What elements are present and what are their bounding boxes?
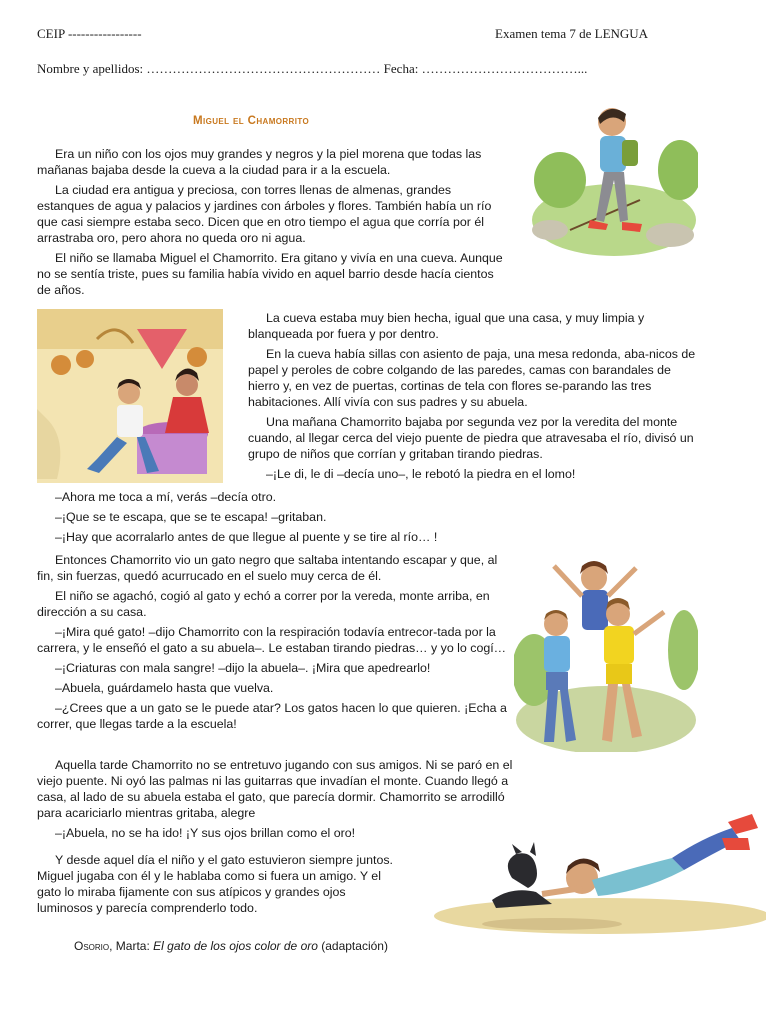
date-label: Fecha <box>383 61 415 76</box>
paragraph: –¡Que se te escapa, que se te escapa! –gritaban. <box>55 510 327 524</box>
children-playing-illustration <box>514 530 698 752</box>
paragraph: Era un niño con los ojos muy grandes y negros y la piel morena que todas las mañanas bajaba desde la cueva a la ciudad para ir a la escuela. <box>37 147 482 177</box>
boy-walking-illustration <box>530 100 698 258</box>
story-block-2 <box>248 310 705 482</box>
story-block-6 <box>37 852 403 916</box>
paragraph: –Abuela, guárdamelo hasta que vuelva. <box>55 681 274 695</box>
citation-author: Osorio <box>74 939 110 953</box>
paragraph: La cueva estaba muy bien hecha, igual que una casa, y muy limpia y blanqueada por fuera y por dentro. <box>248 311 645 341</box>
paragraph: Y desde aquel día el niño y el gato estuvieron siempre juntos. Miguel jugaba con él y le hablaba como si fuera un amigo. Y el gato lo miraba fijamente con sus atípicos y grandes ojos luminosos y parecía comprenderlo todo. <box>37 853 393 915</box>
date-field[interactable]: : ………………………………... <box>414 61 588 76</box>
cave-family-illustration <box>37 309 223 483</box>
school-label: CEIP ----------------- <box>37 26 142 41</box>
paragraph: –¡Mira qué gato! –dijo Chamorrito con la respiración todavía entrecor-tada por la carrera, y le enseñó el gato a su abuela–. Le estaban tirando piedras… y yo lo cogí… <box>37 625 507 655</box>
paragraph: Aquella tarde Chamorrito no se entretuvo jugando con sus amigos. Ni se paró en el viejo puente. Ni oyó las palmas ni las guitarras que invadían el monte. Cuando llegó a casa, al lado de su abuela estaba el gato, que parecía dormir. Chamorrito se arrodilló para acariciarlo mientras gritaba, alegre <box>37 758 513 820</box>
paragraph: –¿Crees que a un gato se le puede atar? Los gatos hacen lo que quieren. ¡Echa a correr, que llegas tarde a la escuela! <box>37 701 507 731</box>
paragraph: La ciudad era antigua y preciosa, con torres llenas de almenas, grandes estanques de agua y palacios y jardines con árboles y flores. También había un río que casi siempre estaba seco. Dicen que en otro tiempo el agua que corría por él arrastraba oro, pero ahora no queda oro ni agua. <box>37 183 492 245</box>
name-field[interactable]: : ……………………………………………… <box>139 61 384 76</box>
story-title: Miguel el Chamorrito <box>193 115 310 127</box>
story-block-4 <box>37 552 507 732</box>
exam-title: Examen tema 7 de LENGUA <box>495 26 649 41</box>
citation <box>74 939 388 953</box>
story-block-1 <box>37 146 507 298</box>
paragraph: En la cueva había sillas con asiento de paja, una mesa redonda, aba-nicos de papel y peroles de cobre colgando de las paredes, camas con barandales de hierro y, en vez de puertas, cortinas de tela con flores se-parando las tres habitaciones. Allí vivía con sus padres y su abuela. <box>248 347 696 409</box>
paragraph: –¡Abuela, no se ha ido! ¡Y sus ojos brillan como el oro! <box>55 826 356 840</box>
paragraph: El niño se llamaba Miguel el Chamorrito. Era gitano y vivía en una cueva. Aunque no se sentía triste, pues su familia había vivido en aquel barrio desde hacía cientos de años. <box>37 251 503 297</box>
citation-separator: , Marta: <box>109 939 154 953</box>
paragraph: Una mañana Chamorrito bajaba por segunda vez por la veredita del monte cuando, al llegar cerca del viejo puente de piedra que atravesaba el río, divisó un grupo de niños que corrían y gritaban tirando piedras. <box>248 415 694 461</box>
story-block-3 <box>37 489 507 545</box>
boy-with-cat-illustration <box>432 808 766 934</box>
name-date-line <box>37 61 587 77</box>
paragraph: Entonces Chamorrito vio un gato negro que saltaba intentando escapar y que, al fin, sin fuerzas, quedó acurrucado en el suelo muy cerca de él. <box>37 553 498 583</box>
citation-book: El gato de los ojos color de oro <box>153 939 318 953</box>
citation-note: (adaptación) <box>317 939 388 953</box>
name-label: Nombre y apellidos <box>37 61 140 76</box>
paragraph: –¡Hay que acorralarlo antes de que llegue al puente y se tire al río… ! <box>55 530 438 544</box>
paragraph: –Ahora me toca a mí, verás –decía otro. <box>55 490 277 504</box>
paragraph: El niño se agachó, cogió al gato y echó a correr por la vereda, monte arriba, en dirección a su casa. <box>37 589 490 619</box>
paragraph: –¡Le di, le di –decía uno–, le rebotó la piedra en el lomo! <box>266 467 576 481</box>
paragraph: –¡Criaturas con mala sangre! –dijo la abuela–. ¡Mira que apedrearlo! <box>55 661 431 675</box>
